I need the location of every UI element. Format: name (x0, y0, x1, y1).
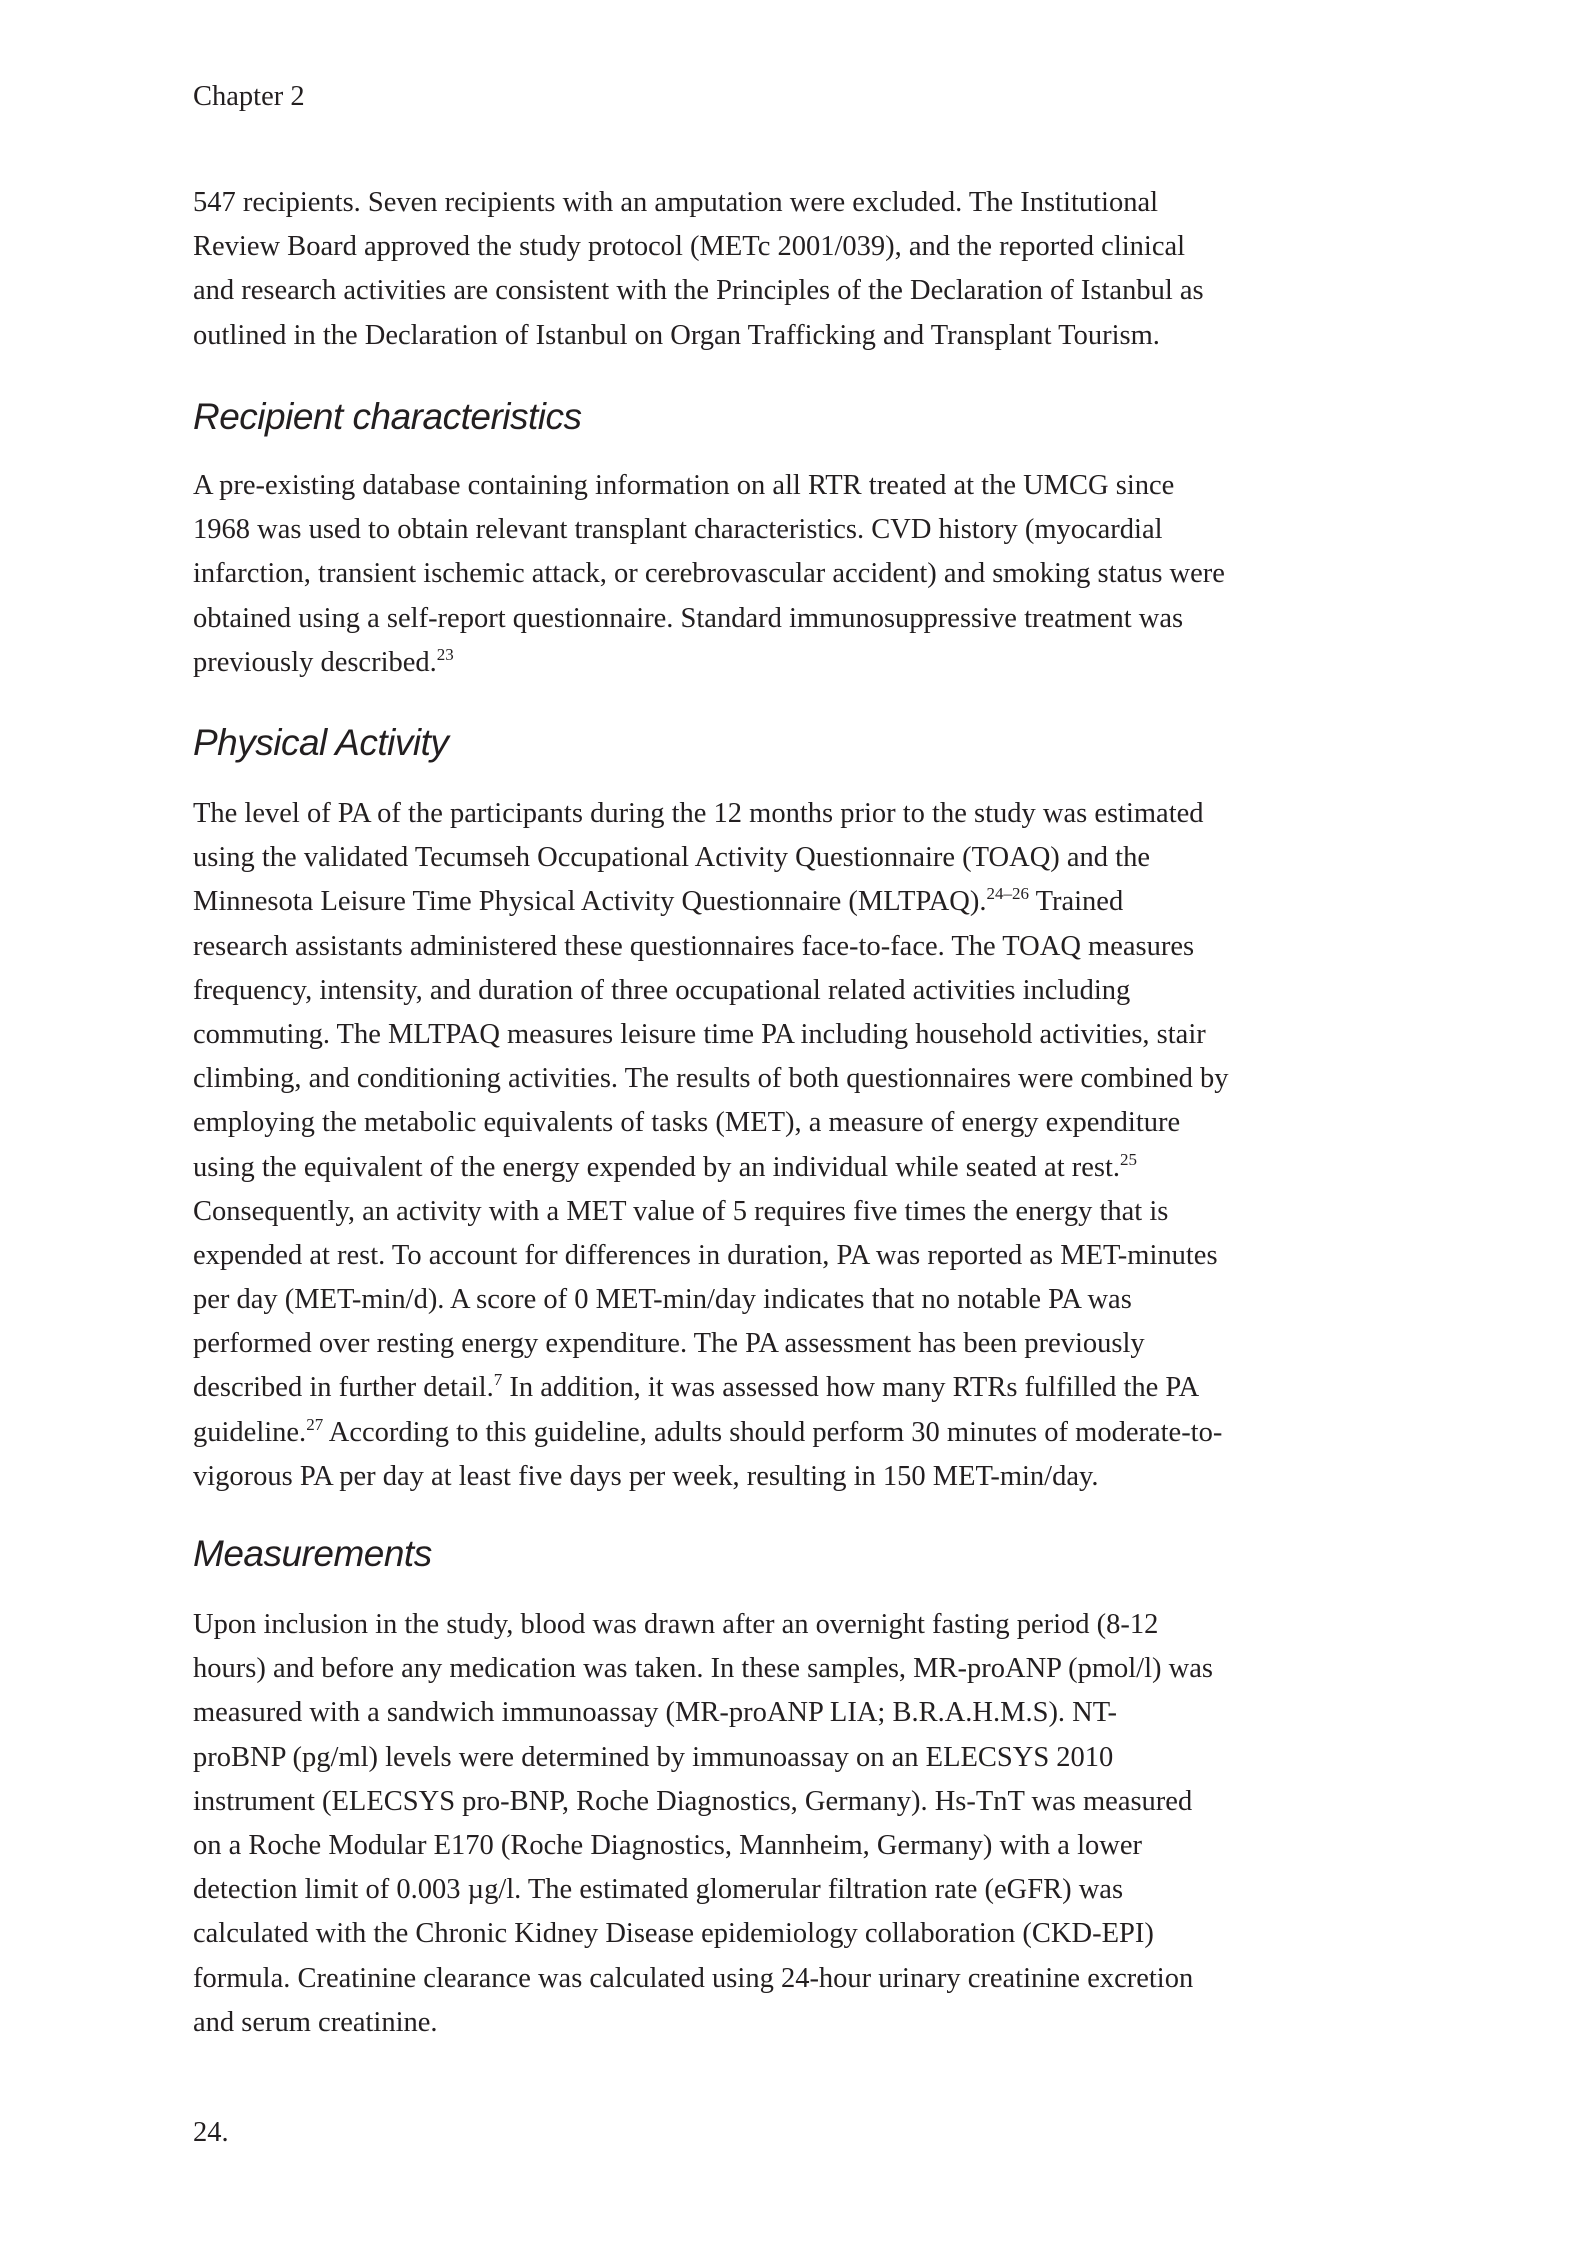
running-header: Chapter 2 (193, 81, 305, 112)
text-line (193, 1146, 1229, 1190)
paragraph-measurements (193, 1603, 1213, 2045)
text-line: on a Roche Modular E170 (Roche Diagnostics, Mannheim, Germany) with a lower (193, 1829, 1142, 1861)
text-line: 547 recipients. Seven recipients with an amputation were excluded. The Institutional (193, 187, 1159, 218)
text-line (193, 641, 1225, 685)
heading-measurements: Measurements (193, 1533, 432, 1574)
text-line: The level of PA of the participants during the 12 months prior to the study was estimated (193, 798, 1204, 829)
text-line: calculated with the Chronic Kidney Disease epidemiology collaboration (CKD-EPI) (193, 1918, 1154, 1950)
text-segment: described in further detail. (193, 1372, 494, 1404)
text-line: formula. Creatinine clearance was calculated using 24-hour urinary creatinine excretion (193, 1962, 1194, 1994)
citation-superscript: 25 (1120, 1149, 1138, 1169)
citation-superscript: 23 (436, 644, 454, 664)
text-line: proBNP (pg/ml) levels were determined by immunoassay on an ELECSYS 2010 (193, 1741, 1114, 1773)
text-line (193, 1366, 1229, 1410)
text-line: employing the metabolic equivalents of tasks (MET), a measure of energy expenditure (193, 1107, 1181, 1139)
page-number: 24. (193, 2117, 229, 2148)
text-line: using the validated Tecumseh Occupational Activity Questionnaire (TOAQ) and the (193, 842, 1150, 874)
text-line: climbing, and conditioning activities. The results of both questionnaires were combined by (193, 1063, 1229, 1095)
text-segment: According to this guideline, adults should perform 30 minutes of moderate-to- (323, 1416, 1223, 1448)
text-line: performed over resting energy expenditure. The PA assessment has been previously (193, 1328, 1145, 1360)
text-line: commuting. The MLTPAQ measures leisure time PA including household activities, stair (193, 1018, 1206, 1050)
text-line: Upon inclusion in the study, blood was drawn after an overnight fasting period (8-12 (193, 1609, 1159, 1640)
text-segment: guideline. (193, 1416, 307, 1448)
text-line: infarction, transient ischemic attack, or cerebrovascular accident) and smoking status were (193, 558, 1225, 590)
text-segment: previously described. (193, 646, 437, 678)
citation-superscript: 27 (306, 1414, 324, 1434)
text-segment: Trained (1028, 886, 1124, 918)
text-line: vigorous PA per day at least five days per week, resulting in 150 MET-min/day. (193, 1460, 1099, 1492)
text-segment: In addition, it was assessed how many RTRs fulfilled the PA (502, 1372, 1200, 1404)
text-line: expended at rest. To account for differences in duration, PA was reported as MET-minutes (193, 1239, 1218, 1271)
text-line: Consequently, an activity with a MET value of 5 requires five times the energy that is (193, 1195, 1169, 1227)
text-segment: Minnesota Leisure Time Physical Activity Questionnaire (MLTPAQ). (193, 886, 987, 918)
paragraph-recipient-characteristics (193, 464, 1225, 685)
text-line: hours) and before any medication was taken. In these samples, MR-proANP (pmol/l) was (193, 1653, 1213, 1685)
text-line: frequency, intensity, and duration of three occupational related activities including (193, 974, 1131, 1006)
text-line: per day (MET-min/d). A score of 0 MET-min/day indicates that no notable PA was (193, 1284, 1132, 1316)
text-line: research assistants administered these questionnaires face-to-face. The TOAQ measures (193, 930, 1195, 962)
heading-physical-activity: Physical Activity (193, 722, 449, 763)
text-line: and research activities are consistent with the Principles of the Declaration of Istanbul as (193, 275, 1204, 307)
text-line: and serum creatinine. (193, 2006, 438, 2038)
paragraph-physical-activity (193, 792, 1229, 1499)
text-line: obtained using a self-report questionnaire. Standard immunosuppressive treatment was (193, 602, 1184, 634)
citation-superscript: 7 (493, 1370, 503, 1390)
text-line: outlined in the Declaration of Istanbul on Organ Trafficking and Transplant Tourism. (193, 319, 1160, 351)
text-line: measured with a sandwich immunoassay (MR-proANP LIA; B.R.A.H.M.S). NT- (193, 1697, 1118, 1729)
text-line: Review Board approved the study protocol (METc 2001/039), and the reported clinical (193, 231, 1186, 263)
citation-superscript: 24–26 (986, 884, 1029, 904)
heading-recipient-characteristics: Recipient characteristics (193, 396, 582, 437)
text-line (193, 1411, 1229, 1455)
text-segment: using the equivalent of the energy expended by an individual while seated at rest. (193, 1151, 1121, 1183)
text-line: 1968 was used to obtain relevant transplant characteristics. CVD history (myocardial (193, 514, 1163, 546)
text-line: detection limit of 0.003 µg/l. The estimated glomerular filtration rate (eGFR) was (193, 1874, 1124, 1906)
text-line: A pre-existing database containing information on all RTR treated at the UMCG since (193, 470, 1175, 501)
text-line (193, 880, 1229, 924)
text-line: instrument (ELECSYS pro-BNP, Roche Diagnostics, Germany). Hs-TnT was measured (193, 1785, 1193, 1817)
paragraph-intro (193, 181, 1204, 358)
